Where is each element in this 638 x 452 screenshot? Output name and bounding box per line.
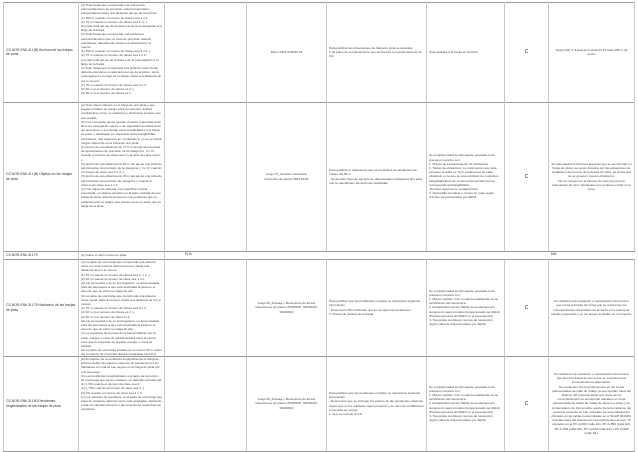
compliance-mark: C bbox=[505, 2, 549, 102]
service-status: Se cumplimentará la información aportada en la puesta en servicio con: 1. Planos de emplazamiento de obstáculos 2. Tablas de obstáculos. La información que debe contener la tabla es: Tipo: parámetros de cada obstáculo en la que se vean también los requisitos frangibilidad/uso de construcción/sentido/norma correspondiente/frangibilidad -Permiso apertura en pista(parcela) 3. Topografía completa y cursos de rutas según criterios proporcionados por AENA bbox=[427, 102, 505, 251]
remarks-cell: Según AIP, la franja de la pista 01-19 mide 300 m de ancho bbox=[549, 2, 635, 102]
remarks-cell: Se realizará una nivelación y compactación del terreno que forma la Franja de forma que se solucionen los incumplimientos detectados de acuerdo a los planos de estado proyectado y en los anejos incluidos en el proyecto. bbox=[549, 259, 635, 356]
requirement-code: CS-NOR-ENK-B.179 bbox=[3, 251, 79, 259]
compliance-mark: C bbox=[505, 102, 549, 251]
requirement-code: CS-NOR-ENK-B.175 Nivelación de las franjas de pista bbox=[3, 259, 79, 356]
table-row bbox=[3, 102, 635, 252]
justification-notes: Para justificar el tratamiento que se ha dado a los obstáculos de núcleo del 65 m - Se aportan fotos de ejemplo de determinados obstáculos tipo para que se identifiquen las acciones realizadas. bbox=[327, 102, 427, 251]
compliance-mark: C bbox=[505, 356, 549, 451]
table-row bbox=[3, 356, 635, 452]
requirement-code: CS-NOR-ENK-B.1(B) Objetos en las franjas de pista bbox=[3, 102, 79, 251]
justification-notes: Para justificar las dimensiones de franja de pista se aportará: 1. El plano de emplazamiento que demuestra el cumplimiento de la CS. bbox=[327, 2, 427, 102]
requirement-text: (a) La parte de una franja que comprenda una pista de vuelo por instrumentos deberá proveer, hasta una distancia de por lo menos: (1) 75 m cuando el número de claves sea 3, ó 4; y (2) 40 m cuando el número de clave sea 1 ó 2; del eje de la pista y de su prolongación, un área nivelada, para las aeronaves a que esté destinada la pista en el caso de que un avión se salga de ella. (b) La parte de una franja que comprenda una pista de vuelo visual, deberá proveer, hasta una distancia de por lo menos: (1) 75 m cuando el número de claves sea 3 ó 4; (2) 40 m si el número de claves es 2; y (3) 30 m si el número de clave es 1; del eje de la pista y de su prolongación, un área nivelada para las aeronaves a que esté destinada la pista en el caso de que un avión se salga de ella. (c) La superficie de la parte de la franja lindante con la pista, margen o zona de parada deberá estar al mismo nivel que la superficie de la pista, margen o zona de parada. (d) La parte de una franja situada por lo menos 30 m antes del comienzo de una pista deberá prepararse contra la bbox=[79, 259, 165, 356]
remarks-cell: Se adecuarán los diversos arquetas que se encuentran en franja de pista y se serán dictados por las actuaciones de instalación del terreno de la Franja de pista, de forma que no se generen nuevos obstáculos. No se incluyen en el alcance de este proyecto la adecuación de otros obstáculos que pudieran existir en la zona. bbox=[549, 102, 635, 251]
justification-notes: Para justificar que las pendientes cumplen se aportará la siguiente información - Documento ISO indicando que se cumplen las pendientes 1. Planos de perfiles de la franja bbox=[327, 259, 427, 356]
evidence-cell bbox=[165, 102, 247, 251]
plan-reference: Anejo 06_Drenaje y Movimiento de tierras Colecciones de planos 0554PADI, 0654PADI, 0604PADI bbox=[247, 259, 327, 356]
plan-reference: Plano 0354-01PADI-01 bbox=[247, 2, 327, 102]
service-status: Toda aplicará a la franja en Servicio bbox=[427, 2, 505, 102]
evidence-cell bbox=[165, 259, 247, 356]
table-row bbox=[3, 259, 635, 357]
plan-reference: Anejo 06_Drenaje y Movimiento de tierras Colecciones de planos 0554PADI, 0654PADI, 0604PADI bbox=[247, 356, 327, 451]
requirement-text: (a) Todo objeto situado en el franja de una pista y que pueda constituir un peligro para los aviones, deberá considerarse como un obstáculo y eliminarse siempre que sea posible. (b) Con excepción de las ayudas visuales requeridas para fines de 'navegación aérea' o de seguridad operacional de las aeronaves y que deban estar emplazadas en la franja de pista, y satisfagan los requisitos sobre frangibilidad pertinentes, que aparecen en el Capítulo F, no se permitirá ningún objeto fijo en la franja de una pista: (1) dentro de una distancia de 77,5 m del eje de una pista de aproximación de precisión de la categoría I, II o III, cuando el número de clave sea 4 y la letra de clave sea F; o (2) dentro de una distancia de 60 m del eje de una pista de aproximación de precisión de la categoría I, II o III, cuando el número de clave sea 3 ó 4; o (3) dentro de una distancia de 45 m del eje de una pista de aproximación de precisión de categoría I, cuando el número de clave sea 1 o 2. (c) Con objeto de eliminar una superficie vertical extensada, en objetos situados en la parte trasada de una franja de pista, deberá proveerse una pendiente que se extienda entre el peligro que puede correr un avión que se salga de la pista. bbox=[79, 102, 165, 251]
table-row bbox=[3, 2, 635, 103]
requirement-text: (b) Sobre el carril nocivo en pista bbox=[79, 251, 165, 259]
requirement-text: (a) El objetivo de la pendiente longitudinal de la franja de pista es definir las valores máximos de pendiente por los habitantes en cual se cae seguro en la franja de pista por una aeronave. (b) Las pendientes longitudinales a lo largo de la porción de una franja que ha de nivelarse, no deberán exceder del: (1) 1,5% cuando el número de clave sea 4; (2) 1,75% cuando el número de clave sea 3, y (3) 2% cuando el número de clave sea 1 ó 2. (c) Los cambios de pendiente en la parte de una franja que haya de nivelarse deberán ser lo más graduales, debiendo evitar los cambios bruscos o las inversiones repentinas de pendiente. bbox=[79, 356, 165, 451]
requirement-text: (a) Todo franja que comprenda una única para aprovechamiento de previsión natural potenciales, independiente hasta una distancia del eje de tensiones: (1) 300 m cuando el número de claves sea 1 ó 2; (2) 75 m cuando el número de claves sea 1; 2; y (b) Lado total del eje de la pista a la de la prolongación a lo largo de la franja. (b) Todo franja que comprenda una pista para aprovechamiento que no sean de precisión deberá extenderse, lateralmente hasta una distancia por lo menos: (1) 150 m cuando el número de claves sea 3 ó 4; y (2) 75 m cuando el número de claves sea 1 ó 2; (c) Lado total del eje de la pista a de la prolongación a lo largo de la franja. (c) Todo franja que comprenda una pista de vuelo visual deberá extenderse a cada lado del eje de la pista y de la prolongación a lo largo de la franja, hasta una distancia de por lo menos: (1) 75 m cuando el número de claves sea 3 ó 4; (2) 40 m si el número de claves es 2; y (3) 30 m si el número de claves es 1. bbox=[79, 2, 165, 102]
evidence-cell bbox=[165, 356, 247, 451]
justification-notes: Para justificar que las pendientes cumplen se aportará la siguiente información - Documento que se incluyan los valores de las pendientes máximas según que se ha realizado según proyecto y en caso de modificación en la pista se incluye. 1. Que se cumple la CS. bbox=[327, 356, 427, 451]
requirement-code: CS-NOR-ENK-B.180 Pendientes longitudinales de las franjas de pista bbox=[3, 356, 79, 451]
service-status: Se cumplimentará la información aportada en la puesta en servicio con: 1. Planos perfiles. Con el criterio establecido en la certificación del aeropuerto. 2. Actualización de las Tablas de pendientes del Aeropuerto según modelo proporcionado por AENA (Periodo apertura de PRES en el presupuesto) 3. Topografía completa y puntos de inspección según criterios proporcionados por AENA bbox=[427, 356, 505, 451]
requirement-code: CS-NOR-ENK-B.1(B) Anchura de las franjas de poda bbox=[3, 2, 79, 102]
plan-reference: Anejo 07_Servicios Afectados Colección de planos 0554-01AD bbox=[247, 102, 327, 251]
remarks-cell: Se realizará una nivelación y compactación del terreno que forma la franja de forma que se solucionen los incumplimientos detectados. Se mantienen los incumplimientos en las zonas pavimentadas de calle de rodaje ya que quedan fuera del alcance del presente.Dado que parte de los incumplimientos se encuentran ubicados en zona pavimentada de calles de rodaje de acceso a pista, y se contemplaron de forma sobre quede fuera del alcance del presente proyecto se han mostrado los incumplimientos ubicados en las tablas contempladas en el SGAP 0043/01. Quedan fuera del alcance los incumplimientos del eje: 73 ubicados en el PK 2+000 (calle E3), PK 2+850 (calle E4), PK 3+000 (calle E5), PK 3+420 (calle E2) y PK 2+580 (calle E1). bbox=[549, 356, 635, 451]
na-right: NA bbox=[551, 251, 557, 256]
na-left: N.A bbox=[185, 251, 192, 256]
compliance-mark: C bbox=[505, 259, 549, 356]
service-status: Se cumplimentará la información aportada en la puesta en servicio con: 1. Planos perfiles. Con el criterio establecido en la certificación del aeropuerto. 2. Actualización de las Tablas de pendientes del Aeropuerto según modelo proporcionado por AENA (Periodo apertura de PRES en el presupuesto) 3. Topografía completa y puntos de inspección según criterios proporcionados por AENA bbox=[427, 259, 505, 356]
evidence-cell bbox=[165, 2, 247, 102]
